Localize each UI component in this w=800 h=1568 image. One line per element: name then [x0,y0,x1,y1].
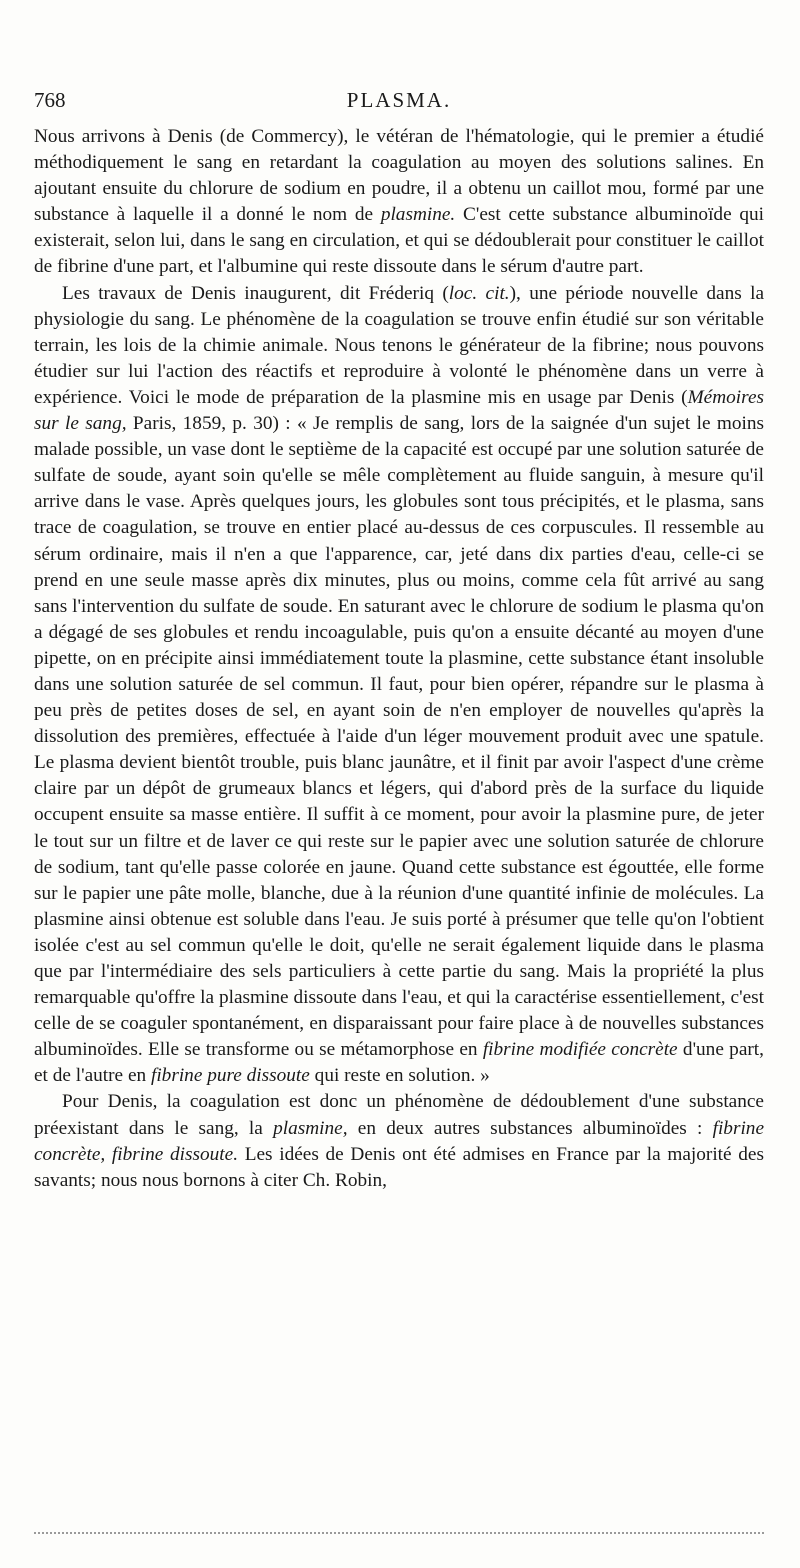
running-head: PLASMA. [346,88,452,112]
italic-run: plasmine. [380,204,456,226]
page-header [34,88,764,118]
paragraph-1 [34,124,764,281]
text-run: Les idées de Denis ont été admises en France par la majorité des savants; nous nous bornons à citer Ch. Robin, [34,1143,764,1191]
text-run: Nous arrivons à Denis (de Commercy), le vétéran de l'hématologie, qui le premier a étudié méthodiquement le sang en retardant la coagulation au moyen des solutions salines. En ajoutant ensuite du chlorure de sodium en poudre, il a obtenu un caillot mou, formé par une substance à laquelle il a donné le nom de [34,126,764,226]
body-text [34,124,764,1194]
italic-run: loc. cit. [448,282,510,304]
text-run: d'une part, et de l'autre en [34,1039,764,1087]
bottom-rule [34,1532,764,1534]
paragraph-2 [34,281,764,1090]
text-run: en deux autres substances albuminoïdes : [347,1117,713,1139]
text-run: C'est cette substance albuminoïde qui existerait, selon lui, dans le sang en circulation, et qui se dédoublerait pour constituer le caillot de fibrine d'une part, et l'albumine qui reste dissoute dans le sérum d'autre part. [34,204,764,278]
italic-run: Mémoires sur le sang, [34,386,764,435]
italic-run: fibrine modifiée concrète [482,1039,678,1061]
text-run: Paris, 1859, p. 30) : « Je remplis de sang, lors de la saignée d'un sujet le moins malade possible, un vase dont le septième de la capacité est occupé par une solution saturée de sulfate de soude, ayant soin qu'elle se mêle complètement au fluide sanguin, à mesure qu'il arrive dans le vase. Après quelques jours, les globules sont tous précipités, et le plasma, sans trace de coagulation, se trouve en entier placé au-dessus de ces corpuscules. Il ressemble au sérum ordinaire, mais il n'en a que l'apparence, car, jeté dans dix parties d'eau, celle-ci se prend en une seule masse après dix minutes, plus ou moins, comme cela fût arrivé au sang sans l'intervention du sulfate de soude. En saturant avec le chlorure de sodium le plasma qu'on a dégagé de ses globules et rendu incoagulable, puis qu'on a ensuite décanté au moyen d'une pipette, on en précipite ainsi immédiatement toute la plasmine, cette substance étant insoluble dans une solution saturée de sel commun. Il faut, pour bien opérer, répandre sur le plasma à peu près de petites doses de sel, en ayant soin de n'en employer de nouvelles qu'après la dissolution des premières, effectuée à l'aide d'un léger mouvement produit avec une spatule. Le plasma devient bientôt trouble, puis blanc jaunâtre, et il finit par avoir l'aspect d'une crème claire par un dépôt de grumeaux blancs et légers, qui d'abord près de la surface du liquide occupent ensuite sa masse entière. Il suffit à ce moment, pour avoir la plasmine pure, de jeter le tout sur un filtre et de laver ce qui reste sur le papier avec une solution saturée de chlorure de sodium, tant qu'elle passe colorée en jaune. Quand cette substance est égouttée, elle forme sur le papier une pâte molle, blanche, due à la réunion d'une quantité infinie de molécules. La plasmine ainsi obtenue est soluble dans l'eau. Je suis porté à présumer que telle qu'on l'obtient isolée c'est au sel commun qu'elle le doit, qu'elle ne serait également liquide dans le plasma que par l'intermédiaire des sels particuliers à cette partie du sang. Mais la propriété la plus remarquable qu'offre la plasmine dissoute dans l'eau, et qui la caractérise essentiellement, c'est celle de se coaguler spontanément, en disparaissant pour faire place à de nouvelles substances albuminoïdes. Elle se transforme ou se métamorphose en [34,413,765,1061]
italic-run: fibrine concrète, fibrine dissoute. [34,1117,765,1165]
text-run: qui reste en solution. » [309,1065,490,1087]
text-run: Les travaux de Denis inaugurent, dit Fréderiq ( [62,282,449,304]
page-number: 768 [34,88,66,112]
italic-run: plasmine, [273,1117,348,1139]
text-run: Pour Denis, la coagulation est donc un phénomène de dédoublement d'une substance préexistant dans le sang, la [34,1091,764,1139]
italic-run: fibrine pure dissoute [150,1065,310,1087]
paragraph-3 [34,1089,764,1193]
text-run: ), une période nouvelle dans la physiologie du sang. Le phénomène de la coagulation se trouve enfin étudié sur son véritable terrain, les lois de la chimie animale. Nous tenons le générateur de la fibrine; nous pouvons étudier sur lui l'action des réactifs et reproduire à volonté le phénomène dans un verre à expérience. Voici le mode de préparation de la plasmine mis en usage par Denis ( [34,282,765,408]
